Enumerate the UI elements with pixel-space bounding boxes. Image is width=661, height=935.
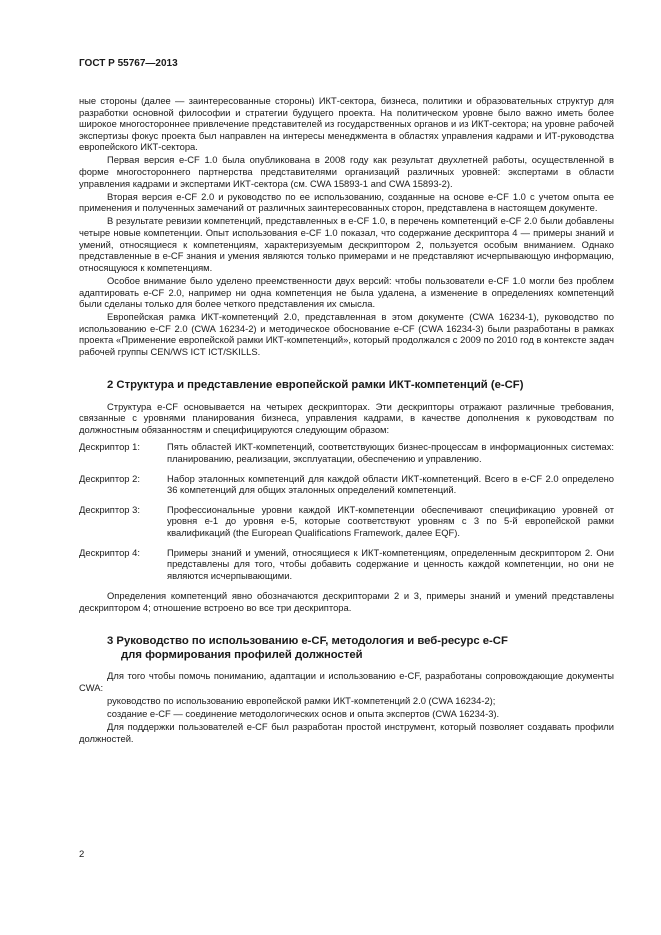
list-item: руководство по использованию европейской рамки ИКТ-компетенций 2.0 (CWA 16234-2); [107, 695, 496, 707]
descriptor-text: Пять областей ИКТ-компетенций, соответствующих бизнес-процессам в информационных системах: планированию, реализации, эксплуатации, обеспечению и управлению. [167, 441, 614, 464]
descriptor-label: Дескриптор 4: [79, 546, 140, 558]
descriptor-text: Профессиональные уровни каждой ИКТ-компетенции обеспечивают спецификацию уровней от уровня e-1 до уровня e-5, которые соответствуют уровням с 3 по 5-й европейской рамки квалификаций (the European Qualifications Framework, далее EQF). [167, 503, 614, 538]
descriptor-label: Дескриптор 1: [79, 441, 140, 453]
descriptor-text: Примеры знаний и умений, относящиеся к ИКТ-компетенциям, определенным дескриптором 2. Они представлены для того, чтобы добавить содержание и ценность каждой компетенции, но они не являются исчерпывающими. [167, 546, 614, 581]
section-3-intro: Для того чтобы помочь пониманию, адаптации и использованию e-CF, разработаны сопровождающие документы CWA: [79, 670, 614, 694]
descriptor-label: Дескриптор 3: [79, 503, 140, 515]
section-3-heading-line-2: для формирования профилей должностей [121, 649, 363, 662]
paragraph: В результате ревизии компетенций, представленных в e-CF 1.0, в перечень компетенций e-CF 2.0 были добавлены четыре новые компетенции. Опыт использования e-CF 1.0 показал, что содержание дескриптора 4 — примеры знаний и умений, относящиеся к компетенциям, характеризуемым дескриптором 2, пользуется особым вниманием. Однако представленные в e-CF знания и умения являются только примерами и не представляют исчерпывающую информацию, относящуюся к компетенциям. [79, 215, 614, 273]
paragraph: Особое внимание было уделено преемственности двух версий: чтобы пользователи e-CF 1.0 могли без проблем адаптировать e-CF 2.0, например ни одна компетенция не была удалена, а изменение в определениях компетенций были сделаны только для более четкого представления их смысла. [79, 274, 614, 310]
paragraph: Первая версия e-CF 1.0 была опубликована в 2008 году как результат двухлетней работы, осуществленной в форме многостороннего партнерства представителями организаций различных уровней: экспертами в области управления кадрами и экспертами ИКТ-сектора (см. CWA 15893-1 and CWA 15893-2). [79, 154, 614, 189]
section-3-closing: Для поддержки пользователей e-CF был разработан простой инструмент, который позволяет создавать профили должностей. [79, 721, 614, 744]
list-item: создание e-CF — соединение методологических основ и опыта экспертов (CWA 16234-3). [107, 708, 500, 720]
descriptor-label: Дескриптор 2: [79, 472, 140, 484]
descriptor-item [79, 473, 614, 496]
document-header: ГОСТ Р 55767—2013 [79, 58, 178, 69]
descriptor-text: Набор эталонных компетенций для каждой области ИКТ-компетенций. Всего в e-CF 2.0 определено 36 компетенций для общих эталонных определений компетенций. [167, 472, 614, 496]
descriptor-item [79, 504, 614, 539]
paragraph: ные стороны (далее — заинтересованные стороны) ИКТ-сектора, бизнеса, политики и образовательных структур для разработки основной философии и стратегии будущего проекта. На политическом уровне было важно иметь более широкое многостороннее привлечение представителей из государственных органов и из ИКТ-сектора; на уровне рабочей экспертизы фокус проекта был направлен на интересы менеджмента в областях управления кадрами и ИТ-руководства европейского ИКТ-сектора. [79, 95, 614, 153]
page-number: 2 [79, 849, 85, 860]
section-2-closing: Определения компетенций явно обозначаются дескрипторами 2 и 3, примеры знаний и умений представлены дескриптором 4; отношение встроено во все три дескриптора. [79, 590, 614, 613]
section-3-heading-line-1: 3 Руководство по использованию e-CF, методология и веб-ресурс e-CF [107, 635, 508, 648]
section-3-heading [79, 634, 614, 662]
body-text [79, 95, 614, 746]
descriptor-item [79, 547, 614, 582]
paragraph: Вторая версия e-CF 2.0 и руководство по ее использованию, созданные на основе e-CF 1.0 с учетом опыта ее применения и полученных замечаний от различных заинтересованных сторон, представлена в настоящем документе. [79, 190, 614, 214]
section-2-heading: 2 Структура и представление европейской рамки ИКТ-компетенций (e-CF) [107, 378, 524, 391]
descriptor-item [79, 441, 614, 464]
section-2-intro: Структура e-CF основывается на четырех дескрипторах. Эти дескрипторы отражают различные требования, связанные с уровнями планирования бизнеса, управления кадрами, в качестве дополнения к руководствам по должностным обязанностям и специфицируются следующим образом: [79, 400, 614, 435]
paragraph: Европейская рамка ИКТ-компетенций 2.0, представленная в этом документе (CWA 16234-1), руководство по использованию e-CF 2.0 (CWA 16234-2) и методическое обоснование e-CF (CWA 16234-3) были разработаны в рамках проекта «Применение европейской рамки ИКТ-компетенций», который продолжался с 2009 по 2010 год в контексте задач рабочей группы CEN/WS ICT ICT/SKILLS. [79, 311, 614, 357]
